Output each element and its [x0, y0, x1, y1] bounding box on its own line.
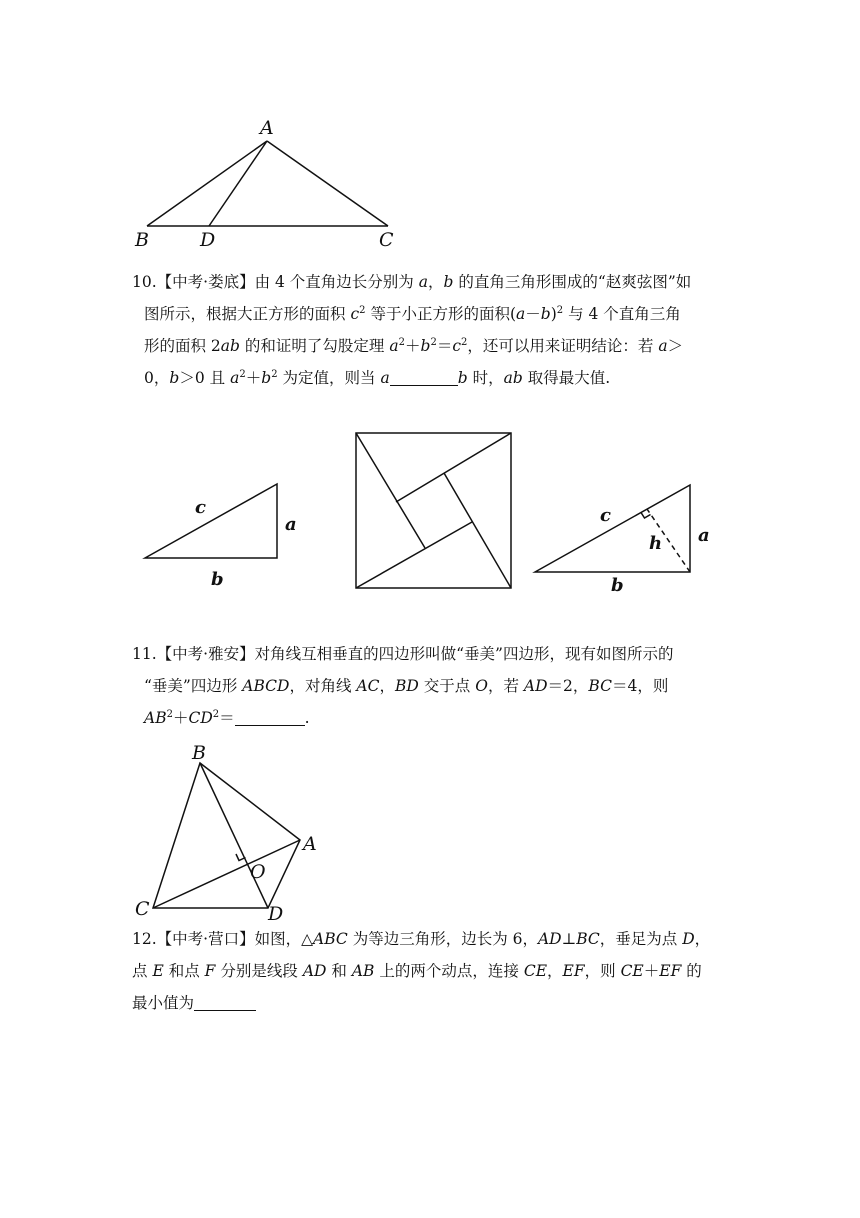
triangle-abd-figure: [130, 115, 410, 255]
svg-text:a: a: [285, 514, 297, 535]
svg-text:c: c: [195, 497, 206, 518]
question-number: 11.: [132, 645, 157, 663]
answer-blank[interactable]: [235, 707, 305, 726]
svg-text:h: h: [649, 533, 663, 554]
svg-text:C: C: [135, 898, 150, 920]
right-triangle-figure: [135, 475, 310, 595]
question-10: 10.【中考·娄底】由 4 个直角边长分别为 a，b 的直角三角形围成的“赵爽弦图”如 图所示，根据大正方形的面积 $c^2$ 等于小正方形的面积$(a-b)^2$ 与 4 个直角三角 形的面积 2ab 的和证明了勾股定理 $a^2+b^2=c^2$，还可以用来证明结论：若 a＞ 0，b＞0 且 $a^2+b^2$ 为定值，则当 a b 时，ab 取得最大值.: [132, 273, 692, 387]
answer-blank[interactable]: [194, 992, 256, 1011]
answer-blank[interactable]: [390, 367, 458, 386]
svg-text:A: A: [303, 833, 317, 855]
label-d: D: [200, 229, 216, 251]
question-source: 【中考·雅安】: [156, 645, 255, 663]
question-source: 【中考·娄底】: [156, 273, 255, 291]
quadrilateral-abcd-figure: [130, 740, 330, 925]
label-c: C: [379, 229, 394, 251]
svg-text:B: B: [192, 742, 206, 764]
label-b: B: [135, 229, 149, 251]
svg-text:a: a: [698, 525, 710, 546]
question-source: 【中考·营口】: [156, 930, 255, 948]
question-number: 12.: [132, 930, 157, 948]
svg-text:O: O: [250, 861, 266, 883]
svg-text:c: c: [600, 505, 611, 526]
right-triangle-altitude-figure: [525, 475, 725, 600]
svg-text:D: D: [268, 903, 284, 925]
svg-text:b: b: [611, 575, 624, 596]
question-12: 12.【中考·营口】如图，△ABC 为等边三角形，边长为 6，AD⊥BC，垂足为点 D， 点 E 和点 F 分别是线段 AD 和 AB 上的两个动点，连接 CE，EF，则 CE＋EF 的 最小值为: [132, 930, 711, 1012]
question-number: 10.: [132, 273, 157, 291]
question-11: 11.【中考·雅安】对角线互相垂直的四边形叫做“垂美”四边形，现有如图所示的 “垂美”四边形 ABCD，对角线 AC，BD 交于点 O，若 AD＝2，BC＝4，则 $AB^2+CD^2=$ .: [132, 645, 674, 727]
zhao-shuang-diagram: [350, 428, 520, 598]
svg-text:b: b: [211, 569, 224, 590]
label-a: A: [260, 117, 274, 139]
